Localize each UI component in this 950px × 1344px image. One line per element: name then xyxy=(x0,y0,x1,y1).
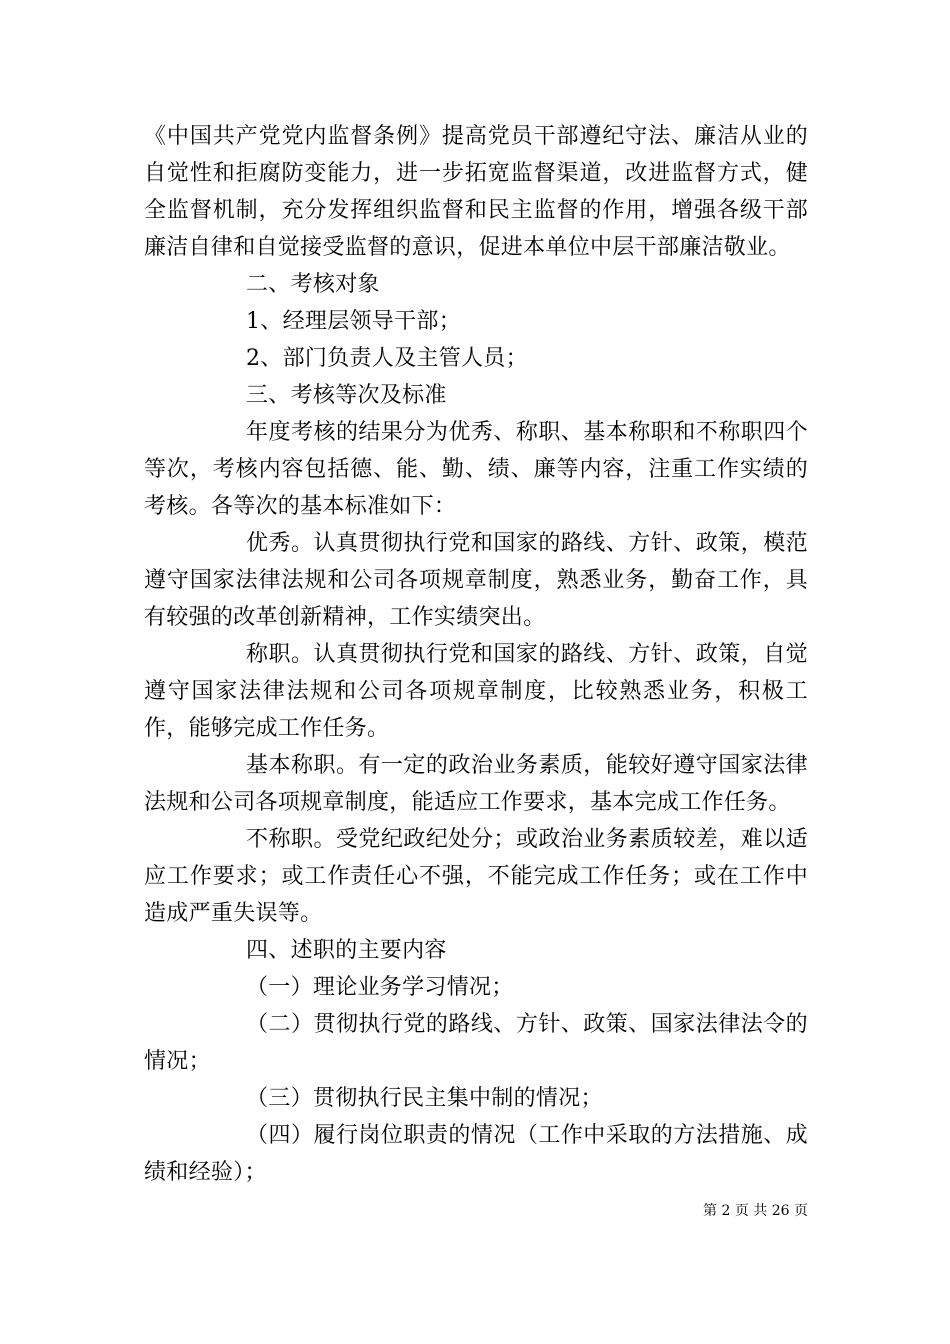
list-item: 2、部门负责人及主管人员； xyxy=(246,346,528,371)
list-item: （三）贯彻执行民主集中制的情况； xyxy=(246,1086,603,1111)
paragraph-competent: 称职。认真贯彻执行党和国家的路线、方针、政策，自觉遵守国家法律法规和公司各项规章制度，比较熟悉业务，积极工作，能够完成工作任务。 xyxy=(144,642,808,741)
paragraph-incompetent: 不称职。受党纪政纪处分；或政治业务素质较差，难以适应工作要求；或工作责任心不强，不能完成工作任务；或在工作中造成严重失误等。 xyxy=(144,827,808,926)
paragraph-intro: 《中国共产党党内监督条例》提高党员干部遵纪守法、廉洁从业的自觉性和拒腐防变能力，进一步拓宽监督渠道，改进监督方式，健全监督机制，充分发挥组织监督和民主监督的作用，增强各级干部廉洁自律和自觉接受监督的意识，促进本单位中层干部廉洁敬业。 xyxy=(144,124,808,260)
paragraph-grades-overview: 年度考核的结果分为优秀、称职、基本称职和不称职四个等次，考核内容包括德、能、勤、绩、廉等内容，注重工作实绩的考核。各等次的基本标准如下： xyxy=(144,420,808,519)
list-item: （二）贯彻执行党的路线、方针、政策、国家法律法令的情况； xyxy=(144,1012,808,1074)
heading-report-content: 四、述职的主要内容 xyxy=(246,938,447,963)
page-number: 第 2 页 共 26 页 xyxy=(703,1203,808,1219)
list-item: （一）理论业务学习情况； xyxy=(246,975,514,1000)
paragraph-basically-competent: 基本称职。有一定的政治业务素质，能较好遵守国家法律法规和公司各项规章制度，能适应工作要求，基本完成工作任务。 xyxy=(144,753,808,815)
heading-assessment-targets: 二、考核对象 xyxy=(246,272,380,297)
document-body xyxy=(144,118,808,1191)
list-item: （四）履行岗位职责的情况（工作中采取的方法措施、成绩和经验）； xyxy=(144,1123,808,1185)
heading-assessment-grades: 三、考核等次及标准 xyxy=(246,383,447,408)
paragraph-excellent: 优秀。认真贯彻执行党和国家的路线、方针、政策，模范遵守国家法律法规和公司各项规章制度，熟悉业务，勤奋工作，具有较强的改革创新精神，工作实绩突出。 xyxy=(144,531,808,630)
list-item: 1、经理层领导干部； xyxy=(246,309,461,334)
